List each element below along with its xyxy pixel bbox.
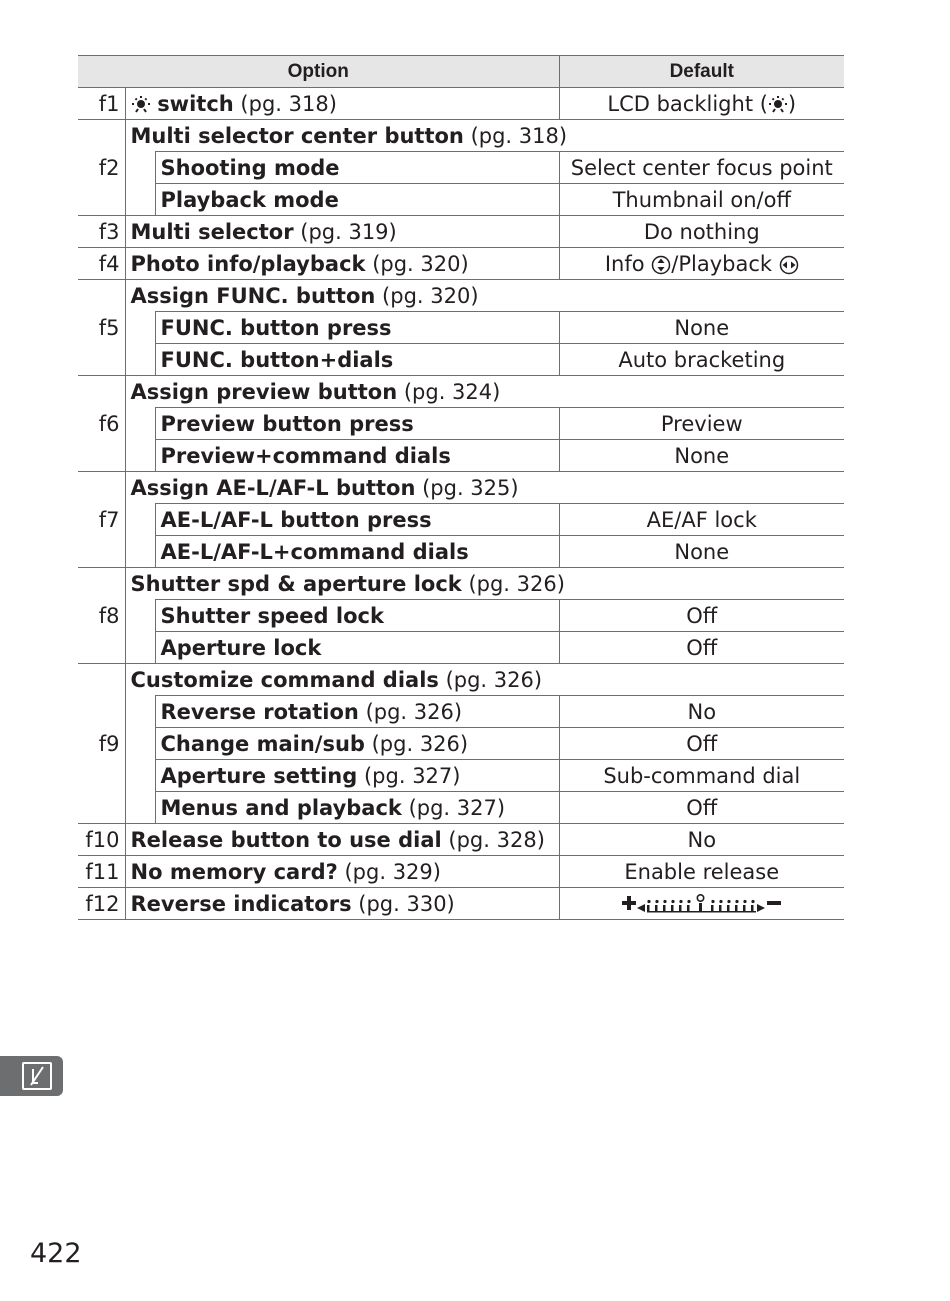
table-subrow [78, 344, 844, 376]
table-row [78, 856, 844, 888]
default-value: None [559, 440, 844, 472]
sub-option-label: Aperture lock [155, 632, 559, 664]
row-number: f12 [78, 888, 125, 920]
option-group-heading: Assign FUNC. button (pg. 320) [130, 283, 479, 308]
sub-option-label: Preview+command dials [155, 440, 559, 472]
table-row [78, 376, 844, 408]
page-ref: (pg. 318) [240, 91, 337, 116]
default-value: No [559, 824, 844, 856]
table-row [78, 280, 844, 312]
table-subrow [78, 440, 844, 472]
page-ref: (pg. 326) [371, 731, 469, 756]
option-column-header: Option [78, 56, 559, 88]
backlight-icon [768, 95, 788, 115]
page-ref: (pg. 325) [422, 475, 519, 500]
table-subrow [78, 312, 844, 344]
table-subrow [78, 184, 844, 216]
default-value: Info /Playback [559, 248, 844, 280]
table-row [78, 664, 844, 696]
table-row [78, 568, 844, 600]
default-column-header: Default [559, 56, 844, 88]
sub-option-label: Change main/sub (pg. 326) [155, 728, 559, 760]
page-ref: (pg. 329) [344, 859, 441, 884]
default-value: Preview [559, 408, 844, 440]
page-ref: (pg. 320) [382, 283, 479, 308]
page-ref: (pg. 327) [408, 795, 506, 820]
default-value: Do nothing [559, 216, 844, 248]
option-cell: Release button to use dial (pg. 328) [125, 824, 559, 856]
table-subrow [78, 504, 844, 536]
page-ref: (pg. 324) [403, 379, 501, 404]
sub-option-label: FUNC. button+dials [155, 344, 559, 376]
default-value: None [559, 312, 844, 344]
default-value: AE/AF lock [559, 504, 844, 536]
sub-option-label: FUNC. button press [155, 312, 559, 344]
sub-option-label: Playback mode [155, 184, 559, 216]
table-row [78, 248, 844, 280]
table-subrow [78, 696, 844, 728]
row-number: f11 [78, 856, 125, 888]
row-number: f7 [78, 472, 125, 568]
sub-option-label: AE-L/AF-L button press [155, 504, 559, 536]
option-group-heading: Assign AE-L/AF-L button (pg. 325) [130, 475, 519, 500]
option-cell: Reverse indicators (pg. 330) [125, 888, 559, 920]
option-group-heading: Multi selector center button (pg. 318) [130, 123, 568, 148]
default-value: Off [559, 792, 844, 824]
row-number: f4 [78, 248, 125, 280]
table-subrow [78, 152, 844, 184]
sub-option-label: AE-L/AF-L+command dials [155, 536, 559, 568]
table-subrow [78, 632, 844, 664]
option-group-heading: Shutter spd & aperture lock (pg. 326) [130, 571, 565, 596]
sub-option-label: Shooting mode [155, 152, 559, 184]
table-row [78, 216, 844, 248]
table-subrow [78, 600, 844, 632]
page-ref: (pg. 318) [470, 123, 568, 148]
custom-settings-defaults-table [78, 55, 844, 920]
sub-option-label: Menus and playback (pg. 327) [155, 792, 559, 824]
row-number: f2 [78, 120, 125, 216]
option-cell: No memory card? (pg. 329) [125, 856, 559, 888]
table-header-row [78, 56, 844, 88]
table-row [78, 824, 844, 856]
table-subrow [78, 408, 844, 440]
section-tab [0, 1056, 63, 1096]
custom-settings-tab-icon [22, 1062, 52, 1090]
table-row [78, 120, 844, 152]
option-cell [125, 88, 559, 120]
default-value: No [559, 696, 844, 728]
page-ref: (pg. 320) [372, 251, 469, 276]
option-group-heading: Assign preview button (pg. 324) [130, 379, 501, 404]
multi-selector-up-down-icon [651, 255, 671, 275]
default-value: None [559, 536, 844, 568]
row-number: f6 [78, 376, 125, 472]
page-ref: (pg. 326) [365, 699, 463, 724]
table-subrow [78, 536, 844, 568]
page-ref: (pg. 330) [358, 891, 455, 916]
default-value: Off [559, 728, 844, 760]
multi-selector-left-right-icon [779, 255, 799, 275]
row-number: f3 [78, 216, 125, 248]
default-value: LCD backlight ( ) [559, 88, 844, 120]
sub-option-label: Preview button press [155, 408, 559, 440]
table-subrow [78, 760, 844, 792]
table-row [78, 888, 844, 920]
table-row [78, 472, 844, 504]
row-number: f8 [78, 568, 125, 664]
page-ref: (pg. 326) [445, 667, 543, 692]
sub-option-label: Shutter speed lock [155, 600, 559, 632]
exposure-indicator-icon [620, 892, 784, 916]
sub-option-label: Aperture setting (pg. 327) [155, 760, 559, 792]
default-value: Auto bracketing [559, 344, 844, 376]
page-ref: (pg. 328) [448, 827, 545, 852]
row-number: f5 [78, 280, 125, 376]
page-number: 422 [30, 1238, 82, 1269]
default-value: Off [559, 600, 844, 632]
default-value: Off [559, 632, 844, 664]
page-ref: (pg. 319) [300, 219, 397, 244]
default-value: Enable release [559, 856, 844, 888]
table-subrow [78, 728, 844, 760]
default-value: Thumbnail on/off [559, 184, 844, 216]
row-number: f1 [78, 88, 125, 120]
option-cell: Photo info/playback (pg. 320) [125, 248, 559, 280]
table-subrow [78, 792, 844, 824]
row-number: f10 [78, 824, 125, 856]
option-cell: Multi selector (pg. 319) [125, 216, 559, 248]
default-value: Select center focus point [559, 152, 844, 184]
backlight-icon [131, 95, 151, 115]
default-value [559, 888, 844, 920]
table-row [78, 88, 844, 120]
sub-option-label: Reverse rotation (pg. 326) [155, 696, 559, 728]
page-ref: (pg. 327) [363, 763, 461, 788]
option-label: switch [157, 91, 234, 116]
option-group-heading: Customize command dials (pg. 326) [130, 667, 543, 692]
page-ref: (pg. 326) [468, 571, 565, 596]
default-value: Sub-command dial [559, 760, 844, 792]
row-number: f9 [78, 664, 125, 824]
